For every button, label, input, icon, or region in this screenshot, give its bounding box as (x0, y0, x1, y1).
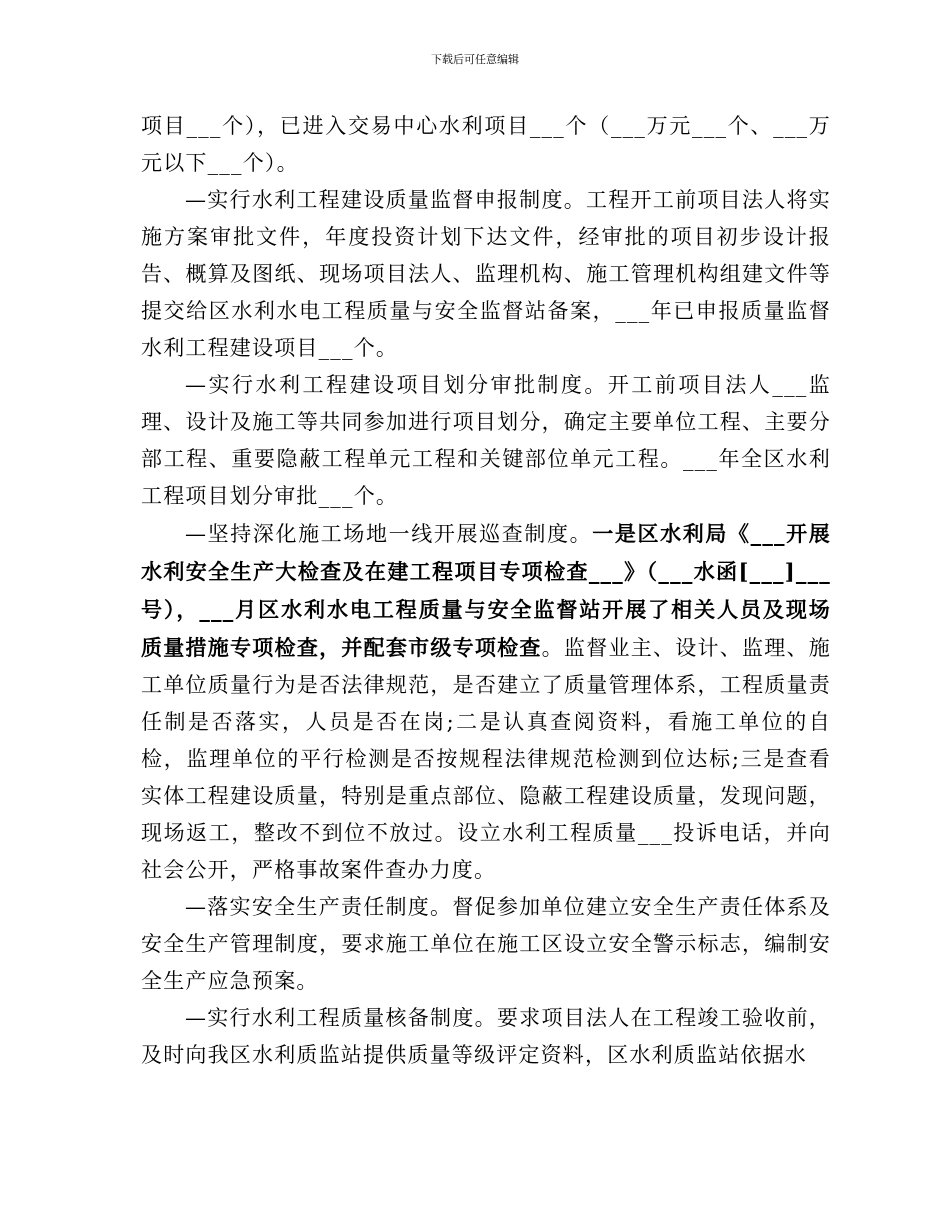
paragraph-text: —实行水利工程建设项目划分审批制度。开工前项目法人___监理、设计及施工等共同参加进行项目划分，确定主要单位工程、主要分部工程、重要隐蔽工程单元工程和关键部位单元工程。___年全区水利工程项目划分审批___个。 (141, 373, 831, 508)
page-header-note: 下载后可任意编辑 (431, 53, 519, 66)
paragraph-text: 项目___个），已进入交易中心水利项目___个（___万元___个、___万元以下___个）。 (141, 114, 831, 175)
paragraph-quality-supervision-reporting (141, 182, 831, 367)
paragraph-text: —落实安全生产责任制度。督促参加单位建立安全生产责任体系及安全生产管理制度，要求施工单位在施工区设立安全警示标志，编制安全生产应急预案。 (141, 895, 831, 993)
document-body (141, 108, 831, 1074)
paragraph-text: —实行水利工程质量核备制度。要求项目法人在工程竣工验收前，及时向我区水利质监站提供质量等级评定资料，区水利质监站依据水 (141, 1006, 831, 1067)
paragraph-project-counts (141, 108, 831, 182)
paragraph-quality-verification (141, 1000, 831, 1074)
paragraph-text: 。监督业主、设计、监理、施工单位质量行为是否法律规范，是否建立了质量管理体系，工程质量责任制是否落实，人员是否在岗;二是认真查阅资料，看施工单位的自检，监理单位的平行检测是否按规程法律规范检测到位达标;三是查看实体工程建设质量，特别是重点部位、隐蔽工程建设质量，发现问题，现场返工，整改不到位不放过。设立水利工程质量___投诉电话，并向社会公开，严格事故案件查办力度。 (141, 636, 831, 882)
paragraph-bold-text: 一是区水利局《___开展水利安全生产大检查及在建工程项目专项检查___》（___水函[___]___号），___月区水利水电工程质量与安全监督站开展了相关人员及现场质量措施专项检查，并配套市级专项检查 (141, 521, 831, 660)
paragraph-project-division-approval (141, 367, 831, 515)
paragraph-site-inspection (141, 515, 831, 889)
paragraph-text: —坚持深化施工场地一线开展巡查制度。 (185, 522, 593, 546)
paragraph-safety-responsibility (141, 889, 831, 1000)
paragraph-text: —实行水利工程建设质量监督申报制度。工程开工前项目法人将实施方案审批文件，年度投资计划下达文件，经审批的项目初步设计报告、概算及图纸、现场项目法人、监理机构、施工管理机构组建文件等提交给区水利水电工程质量与安全监督站备案，___年已申报质量监督水利工程建设项目___个。 (141, 188, 831, 360)
